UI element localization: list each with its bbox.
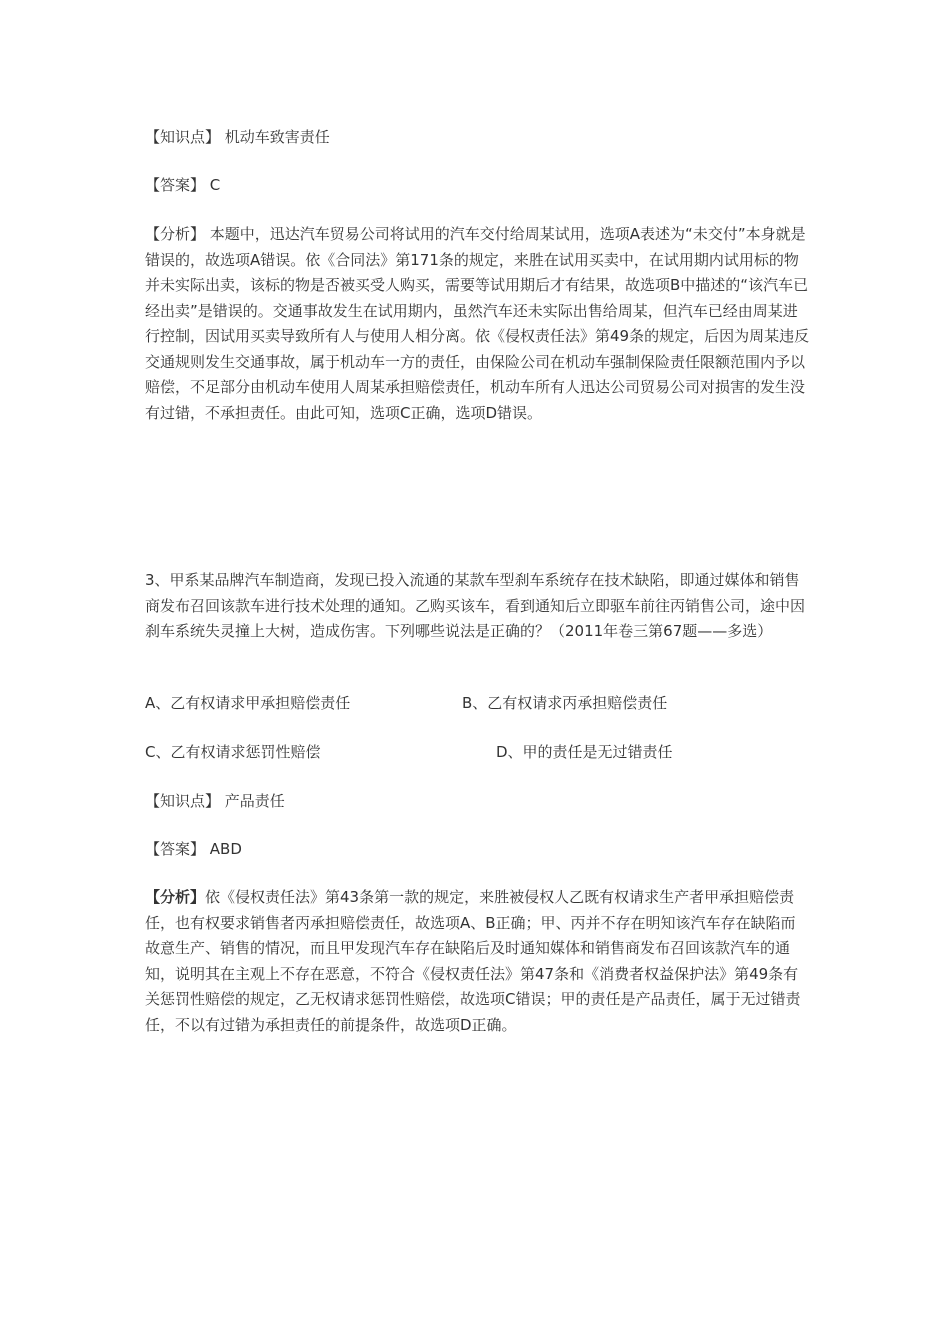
q2-answer	[145, 174, 220, 196]
knowledge-value: 机动车致害责任	[224, 128, 330, 146]
answer-value: C	[209, 176, 221, 194]
option-c: C、乙有权请求惩罚性赔偿	[145, 743, 321, 761]
option-d: D、甲的责任是无过错责任	[496, 743, 673, 761]
analysis-text: 本题中，迅达汽车贸易公司将试用的汽车交付给周某试用，选项A表述为“未交付”本身就是错误的，故选项A错误。依《合同法》第171条的规定，来胜在试用买卖中，在试用期内试用标的物并未实际出卖，该标的物是否被买受人购买，需要等试用期后才有结果，故选项B中描述的“该汽车已经出卖”是错误的。交通事故发生在试用期内，虽然汽车还未实际出售给周某，但汽车已经由周某进行控制，因试用买卖导致所有人与使用人相分离。依《侵权责任法》第49条的规定，后因为周某违反交通规则发生交通事故，属于机动车一方的责任，由保险公司在机动车强制保险责任限额范围内予以赔偿，不足部分由机动车使用人周某承担赔偿责任，机动车所有人迅达公司贸易公司对损害的发生没有过错，不承担责任。由此可知，选项C正确，选项D错误。	[145, 225, 810, 422]
analysis-label: 【分析】	[145, 225, 206, 243]
option-b: B、乙有权请求丙承担赔偿责任	[462, 694, 668, 712]
q3-answer	[145, 838, 242, 860]
option-a: A、乙有权请求甲承担赔偿责任	[145, 694, 351, 712]
knowledge-value: 产品责任	[224, 792, 285, 810]
knowledge-label: 【知识点】	[145, 792, 221, 810]
answer-value: ABD	[209, 840, 242, 858]
answer-label: 【答案】	[145, 840, 206, 858]
analysis-text: 依《侵权责任法》第43条第一款的规定，来胜被侵权人乙既有权请求生产者甲承担赔偿责任，也有权要求销售者丙承担赔偿责任，故选项A、B正确；甲、丙并不存在明知该汽车存在缺陷而故意生产、销售的情况，而且甲发现汽车存在缺陷后及时通知媒体和销售商发布召回该款汽车的通知，说明其在主观上不存在恶意，不符合《侵权责任法》第47条和《消费者权益保护法》第49条有关惩罚性赔偿的规定，乙无权请求惩罚性赔偿，故选项C错误；甲的责任是产品责任，属于无过错责任，不以有过错为承担责任的前提条件，故选项D正确。	[145, 888, 801, 1034]
q2-analysis	[145, 222, 810, 426]
analysis-label: 【分析】	[145, 888, 206, 906]
q3-knowledge-point	[145, 790, 285, 812]
knowledge-label: 【知识点】	[145, 128, 221, 146]
q3-analysis	[145, 885, 810, 1038]
q2-knowledge-point	[145, 126, 330, 148]
answer-label: 【答案】	[145, 176, 206, 194]
q3-question: 3、甲系某品牌汽车制造商，发现已投入流通的某款车型刹车系统存在技术缺陷，即通过媒体和销售商发布召回该款车进行技术处理的通知。乙购买该车，看到通知后立即驱车前往丙销售公司，途中因刹车系统失灵撞上大树，造成伤害。下列哪些说法是正确的？（2011年卷三第67题——多选）	[145, 571, 806, 640]
